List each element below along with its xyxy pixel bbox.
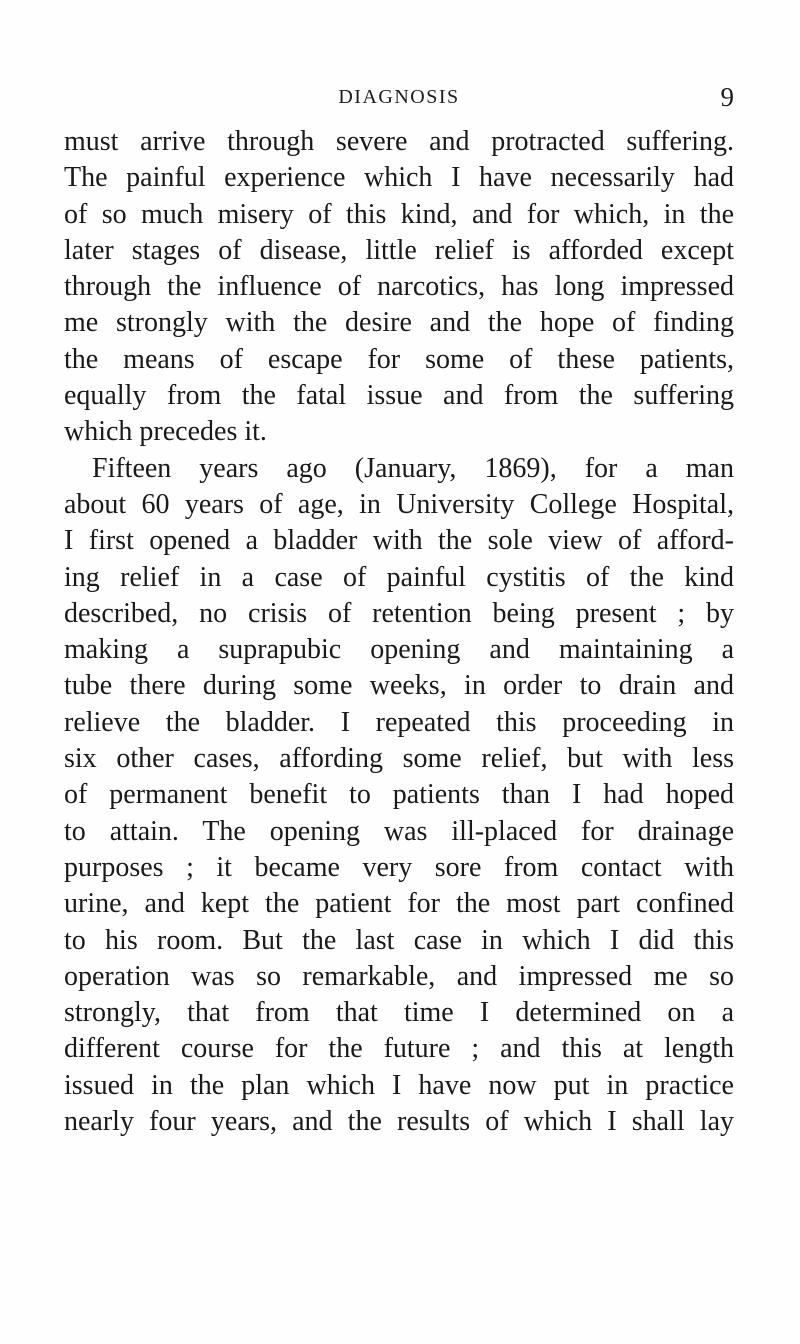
text-line: tube there during some weeks, in order to drain and [64,670,734,702]
text-line: six other cases, affording some relief, but with less [64,743,734,775]
text-line: described, no crisis of retention being present ; by [64,597,734,629]
text-line: the means of escape for some of these patients, [64,343,734,375]
page-number: 9 [720,82,734,112]
running-title: DIAGNOSIS [338,86,460,108]
text-line: I first opened a bladder with the sole view of afford- [64,525,734,557]
text-line: making a suprapubic opening and maintaining a [64,634,734,666]
text-line: issued in the plan which I have now put in practice [64,1069,734,1101]
text-line: of permanent benefit to patients than I had hoped [64,779,734,811]
running-head [64,82,734,116]
paragraph-first-line: Fifteen years ago (January, 1869), for a man [92,452,734,484]
text-line: urine, and kept the patient for the most part confined [64,888,734,920]
text-line: later stages of disease, little relief is afforded except [64,234,734,266]
text-line: relieve the bladder. I repeated this proceeding in [64,706,734,738]
text-line: which precedes it. [64,416,267,448]
text-line: to his room. But the last case in which I did this [64,924,734,956]
text-line: equally from the fatal issue and from the suffering [64,380,734,412]
text-line: purposes ; it became very sore from contact with [64,851,734,883]
text-line: The painful experience which I have necessarily had [64,162,734,194]
text-line: through the influence of narcotics, has long impressed [64,271,734,303]
text-line: operation was so remarkable, and impressed me so [64,960,734,992]
text-line: about 60 years of age, in University College Hospital, [64,488,734,520]
text-line: nearly four years, and the results of which I shall lay [64,1106,734,1138]
text-line: me strongly with the desire and the hope of finding [64,307,734,339]
text-line: different course for the future ; and this at length [64,1033,734,1065]
text-line: to attain. The opening was ill-placed for drainage [64,815,734,847]
text-line: strongly, that from that time I determined on a [64,997,734,1029]
text-line: must arrive through severe and protracted suffering. [64,126,734,157]
body-text [64,124,734,1140]
text-line: ing relief in a case of painful cystitis of the kind [64,561,734,593]
text-line: of so much misery of this kind, and for which, in the [64,198,734,230]
